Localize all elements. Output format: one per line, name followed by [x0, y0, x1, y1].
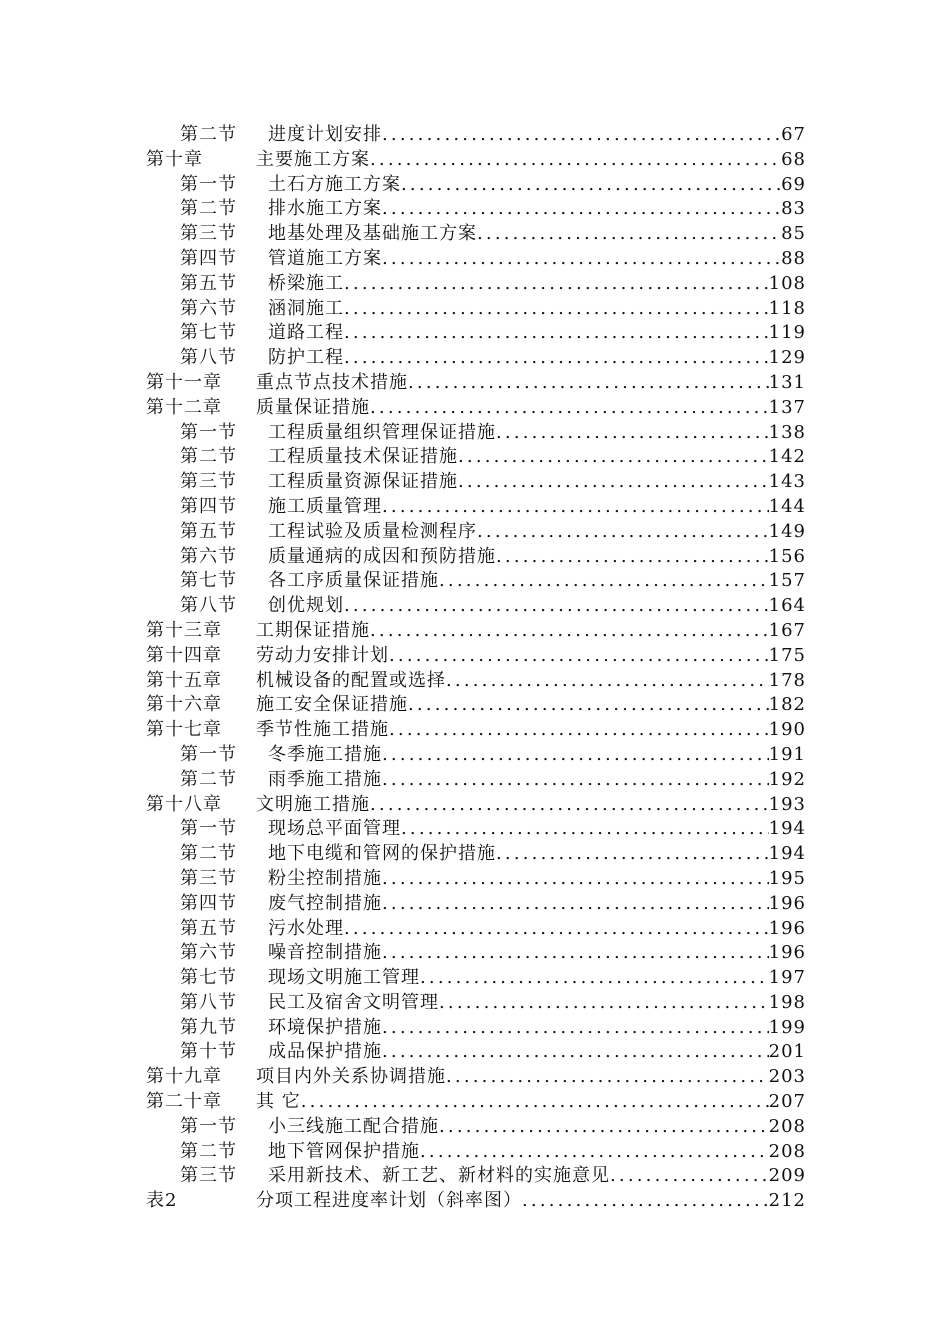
toc-dot-leader	[401, 817, 769, 842]
toc-page-number: 131	[768, 371, 806, 393]
toc-page-number: 138	[768, 421, 806, 443]
toc-dot-leader	[344, 346, 769, 371]
toc-chapter-entry	[146, 396, 806, 421]
toc-section-entry	[146, 346, 806, 371]
toc-entry-number: 第四节	[180, 495, 237, 517]
toc-entry-number: 第二节	[180, 843, 237, 865]
toc-chapter-entry	[146, 669, 806, 694]
toc-entry-number: 第十四章	[146, 644, 222, 666]
toc-page-number: 108	[768, 272, 806, 294]
toc-page-number: 196	[768, 942, 806, 964]
toc-dot-leader	[496, 842, 769, 867]
toc-dot-leader	[344, 917, 769, 942]
toc-chapter-entry	[146, 1189, 806, 1214]
toc-entry-title: 防护工程	[268, 347, 344, 369]
toc-page-number: 164	[768, 595, 806, 617]
toc-entry-number: 第四节	[180, 892, 237, 914]
toc-entry-title: 工程质量组织管理保证措施	[268, 421, 496, 443]
toc-entry-number: 第十节	[180, 1041, 237, 1063]
toc-chapter-entry	[146, 1090, 806, 1115]
toc-entry-number: 第十五章	[146, 669, 222, 691]
toc-dot-leader	[370, 396, 769, 421]
toc-page-number: 137	[768, 396, 806, 418]
toc-entry-number: 第十一章	[146, 371, 222, 393]
toc-page-number: 209	[768, 1165, 806, 1187]
toc-page-number: 118	[768, 297, 806, 319]
toc-page-number: 69	[781, 173, 806, 195]
toc-section-entry	[146, 272, 806, 297]
toc-section-entry	[146, 247, 806, 272]
toc-section-entry	[146, 321, 806, 346]
toc-entry-title: 桥梁施工	[268, 272, 344, 294]
toc-dot-leader	[382, 123, 781, 148]
toc-section-entry	[146, 197, 806, 222]
toc-page-number: 195	[768, 867, 806, 889]
toc-page-number: 203	[768, 1066, 806, 1088]
toc-section-entry	[146, 495, 806, 520]
toc-entry-title: 小三线施工配合措施	[268, 1115, 439, 1137]
toc-dot-leader	[408, 693, 769, 718]
toc-dot-leader	[382, 768, 769, 793]
toc-entry-number: 第三节	[180, 471, 237, 493]
toc-chapter-entry	[146, 718, 806, 743]
toc-dot-leader	[389, 644, 769, 669]
toc-section-entry	[146, 1164, 806, 1189]
toc-chapter-entry	[146, 619, 806, 644]
toc-chapter-entry	[146, 644, 806, 669]
toc-page-number: 194	[768, 818, 806, 840]
toc-section-entry	[146, 1040, 806, 1065]
toc-entry-title: 废气控制措施	[268, 892, 382, 914]
toc-section-entry	[146, 520, 806, 545]
toc-entry-title: 机械设备的配置或选择	[256, 669, 446, 691]
toc-entry-number: 第二节	[180, 124, 237, 145]
toc-entry-title: 现场文明施工管理	[268, 967, 420, 989]
toc-entry-number: 第一节	[180, 743, 237, 765]
toc-dot-leader	[401, 173, 781, 198]
toc-dot-leader	[382, 867, 769, 892]
toc-page-number: 194	[768, 843, 806, 865]
toc-section-entry	[146, 892, 806, 917]
toc-page-number: 190	[768, 719, 806, 741]
toc-section-entry	[146, 817, 806, 842]
toc-page-number: 198	[768, 991, 806, 1013]
toc-dot-leader	[344, 594, 769, 619]
toc-chapter-entry	[146, 793, 806, 818]
toc-section-entry	[146, 222, 806, 247]
toc-entry-title: 质量保证措施	[256, 396, 370, 418]
toc-dot-leader	[370, 148, 781, 173]
toc-page-number: 83	[781, 198, 806, 220]
toc-entry-title: 季节性施工措施	[256, 719, 389, 741]
toc-page-number: 175	[768, 644, 806, 666]
toc-entry-title: 施工质量管理	[268, 495, 382, 517]
toc-entry-number: 第五节	[180, 520, 237, 542]
toc-dot-leader	[420, 966, 769, 991]
toc-page-number: 201	[768, 1041, 806, 1063]
toc-section-entry	[146, 445, 806, 470]
toc-entry-title: 涵洞施工	[268, 297, 344, 319]
toc-entry-number: 第三节	[180, 867, 237, 889]
toc-page-number: 212	[768, 1190, 806, 1212]
toc-page-number: 193	[768, 793, 806, 815]
toc-page-number: 157	[768, 570, 806, 592]
toc-page-number: 156	[768, 545, 806, 567]
toc-entry-number: 表2	[146, 1190, 178, 1212]
toc-entry-number: 第八节	[180, 991, 237, 1013]
toc-dot-leader	[382, 247, 781, 272]
toc-entry-number: 第十七章	[146, 719, 222, 741]
toc-dot-leader	[610, 1164, 769, 1189]
toc-page-number: 67	[781, 124, 806, 145]
toc-entry-number: 第三节	[180, 223, 237, 245]
toc-entry-number: 第六节	[180, 545, 237, 567]
toc-entry-number: 第二节	[180, 198, 237, 220]
toc-entry-title: 各工序质量保证措施	[268, 570, 439, 592]
toc-entry-title: 现场总平面管理	[268, 818, 401, 840]
toc-page-number: 119	[768, 322, 806, 344]
toc-entry-title: 粉尘控制措施	[268, 867, 382, 889]
toc-dot-leader	[446, 669, 769, 694]
toc-section-entry	[146, 1115, 806, 1140]
toc-page-number: 178	[768, 669, 806, 691]
toc-entry-number: 第十二章	[146, 396, 222, 418]
toc-section-entry	[146, 867, 806, 892]
toc-entry-number: 第十章	[146, 148, 203, 170]
toc-dot-leader	[382, 197, 781, 222]
toc-section-entry	[146, 123, 806, 148]
toc-page-number: 208	[768, 1115, 806, 1137]
toc-entry-number: 第三节	[180, 1165, 237, 1187]
toc-entry-number: 第十九章	[146, 1066, 222, 1088]
toc-page-number: 196	[768, 892, 806, 914]
toc-entry-number: 第二十章	[146, 1091, 222, 1113]
toc-entry-title: 成品保护措施	[268, 1041, 382, 1063]
toc-dot-leader	[496, 421, 769, 446]
toc-dot-leader	[382, 1016, 769, 1041]
toc-page-number: 88	[781, 247, 806, 269]
toc-page-number: 207	[768, 1091, 806, 1113]
toc-chapter-entry	[146, 693, 806, 718]
toc-entry-title: 进度计划安排	[268, 124, 382, 145]
toc-entry-number: 第一节	[180, 421, 237, 443]
toc-page-number: 149	[768, 520, 806, 542]
toc-dot-leader	[370, 619, 769, 644]
toc-dot-leader	[389, 718, 769, 743]
toc-chapter-entry	[146, 148, 806, 173]
toc-entry-number: 第六节	[180, 942, 237, 964]
toc-entry-number: 第八节	[180, 347, 237, 369]
toc-entry-number: 第二节	[180, 1140, 237, 1162]
toc-section-entry	[146, 768, 806, 793]
toc-section-entry	[146, 470, 806, 495]
toc-entry-title: 管道施工方案	[268, 247, 382, 269]
toc-dot-leader	[408, 371, 769, 396]
toc-entry-number: 第二节	[180, 768, 237, 790]
toc-section-entry	[146, 941, 806, 966]
toc-entry-title: 分项工程进度率计划（斜率图）	[256, 1190, 522, 1212]
toc-dot-leader	[344, 321, 769, 346]
toc-page-number: 192	[768, 768, 806, 790]
toc-entry-title: 文明施工措施	[256, 793, 370, 815]
toc-entry-title: 劳动力安排计划	[256, 644, 389, 666]
toc-page-number: 196	[768, 917, 806, 939]
toc-section-entry	[146, 966, 806, 991]
toc-entry-title: 土石方施工方案	[268, 173, 401, 195]
toc-entry-number: 第五节	[180, 917, 237, 939]
toc-dot-leader	[420, 1140, 769, 1165]
toc-entry-title: 施工安全保证措施	[256, 694, 408, 716]
toc-dot-leader	[439, 991, 769, 1016]
toc-entry-number: 第一节	[180, 818, 237, 840]
toc-section-entry	[146, 569, 806, 594]
toc-entry-number: 第九节	[180, 1016, 237, 1038]
toc-dot-leader	[382, 941, 769, 966]
toc-page-number: 144	[768, 495, 806, 517]
toc-section-entry	[146, 421, 806, 446]
toc-entry-title: 主要施工方案	[256, 148, 370, 170]
toc-entry-title: 重点节点技术措施	[256, 371, 408, 393]
toc-entry-number: 第十六章	[146, 694, 222, 716]
toc-entry-number: 第一节	[180, 173, 237, 195]
toc-entry-title: 地下电缆和管网的保护措施	[268, 843, 496, 865]
toc-section-entry	[146, 991, 806, 1016]
toc-entry-title: 工程试验及质量检测程序	[268, 520, 477, 542]
toc-entry-title: 项目内外关系协调措施	[256, 1066, 446, 1088]
toc-entry-number: 第五节	[180, 272, 237, 294]
toc-dot-leader	[496, 545, 769, 570]
toc-page-number: 143	[768, 471, 806, 493]
toc-dot-leader	[370, 793, 769, 818]
toc-section-entry	[146, 297, 806, 322]
toc-section-entry	[146, 917, 806, 942]
toc-dot-leader	[344, 272, 769, 297]
toc-entry-number: 第二节	[180, 446, 237, 468]
toc-entry-number: 第四节	[180, 247, 237, 269]
toc-page-number: 182	[768, 694, 806, 716]
toc-entry-title: 地基处理及基础施工方案	[268, 223, 477, 245]
toc-dot-leader	[446, 1065, 769, 1090]
toc-entry-title: 工程质量技术保证措施	[268, 446, 458, 468]
toc-chapter-entry	[146, 1065, 806, 1090]
toc-entry-title: 民工及宿舍文明管理	[268, 991, 439, 1013]
toc-section-entry	[146, 545, 806, 570]
toc-entry-title: 雨季施工措施	[268, 768, 382, 790]
toc-dot-leader	[439, 569, 769, 594]
toc-section-entry	[146, 842, 806, 867]
toc-dot-leader	[458, 445, 769, 470]
toc-entry-number: 第七节	[180, 967, 237, 989]
toc-page-number: 167	[768, 619, 806, 641]
toc-dot-leader	[382, 495, 769, 520]
toc-section-entry	[146, 594, 806, 619]
toc-entry-title: 噪音控制措施	[268, 942, 382, 964]
toc-dot-leader	[522, 1189, 769, 1214]
toc-entry-title: 工期保证措施	[256, 619, 370, 641]
table-of-contents	[146, 123, 806, 1214]
toc-page-number: 85	[781, 223, 806, 245]
toc-entry-title: 道路工程	[268, 322, 344, 344]
toc-dot-leader	[382, 1040, 769, 1065]
toc-entry-number: 第一节	[180, 1115, 237, 1137]
toc-chapter-entry	[146, 371, 806, 396]
toc-dot-leader	[344, 297, 769, 322]
toc-page-number: 199	[768, 1016, 806, 1038]
toc-entry-number: 第七节	[180, 322, 237, 344]
toc-dot-leader	[382, 743, 769, 768]
toc-entry-number: 第十三章	[146, 619, 222, 641]
toc-page-number: 191	[768, 743, 806, 765]
toc-entry-title: 工程质量资源保证措施	[268, 471, 458, 493]
toc-page-number: 142	[768, 446, 806, 468]
toc-section-entry	[146, 1016, 806, 1041]
toc-dot-leader	[301, 1090, 769, 1115]
toc-page-number: 197	[768, 967, 806, 989]
toc-page-number: 208	[768, 1140, 806, 1162]
toc-dot-leader	[477, 222, 781, 247]
toc-entry-title: 环境保护措施	[268, 1016, 382, 1038]
toc-entry-title: 排水施工方案	[268, 198, 382, 220]
toc-dot-leader	[458, 470, 769, 495]
toc-section-entry	[146, 1140, 806, 1165]
toc-entry-number: 第六节	[180, 297, 237, 319]
toc-entry-title: 污水处理	[268, 917, 344, 939]
toc-entry-title: 质量通病的成因和预防措施	[268, 545, 496, 567]
toc-entry-number: 第七节	[180, 570, 237, 592]
toc-entry-title: 创优规划	[268, 595, 344, 617]
toc-entry-title: 地下管网保护措施	[268, 1140, 420, 1162]
toc-entry-title: 采用新技术、新工艺、新材料的实施意见	[268, 1165, 610, 1187]
toc-entry-number: 第八节	[180, 595, 237, 617]
toc-entry-number: 第十八章	[146, 793, 222, 815]
toc-page-number: 68	[781, 148, 806, 170]
toc-section-entry	[146, 743, 806, 768]
toc-entry-title: 其 它	[256, 1091, 301, 1113]
toc-dot-leader	[382, 892, 769, 917]
toc-entry-title: 冬季施工措施	[268, 743, 382, 765]
toc-page-number: 129	[768, 347, 806, 369]
toc-dot-leader	[439, 1115, 769, 1140]
toc-dot-leader	[477, 520, 769, 545]
toc-section-entry	[146, 173, 806, 198]
